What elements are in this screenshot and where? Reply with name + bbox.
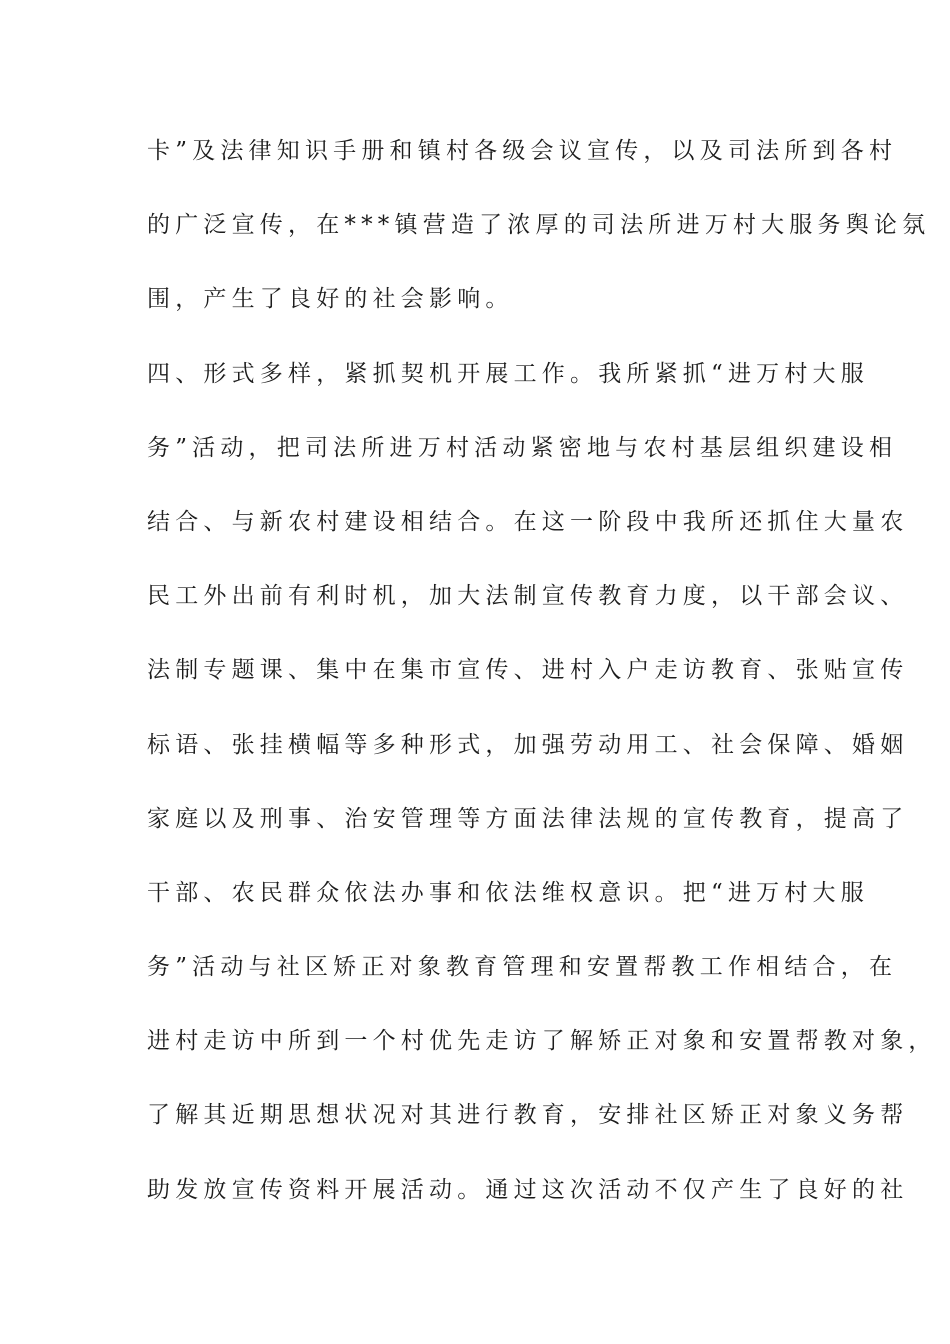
text-line-5: 务”活动，把司法所进万村活动紧密地与农村基层组织建设相 bbox=[147, 434, 898, 461]
text-line-3: 围，产生了良好的社会影响。 bbox=[147, 286, 514, 313]
text-line-15: 助发放宣传资料开展活动。通过这次活动不仅产生了良好的社 bbox=[147, 1176, 909, 1203]
text-line-9: 标语、张挂横幅等多种形式，加强劳动用工、社会保障、婚姻 bbox=[147, 731, 909, 758]
text-line-6: 结合、与新农村建设相结合。在这一阶段中我所还抓住大量农 bbox=[147, 508, 909, 535]
text-line-14: 了解其近期思想状况对其进行教育，安排社区矫正对象义务帮 bbox=[147, 1102, 909, 1129]
text-line-10: 家庭以及刑事、治安管理等方面法律法规的宣传教育，提高了 bbox=[147, 805, 909, 832]
text-line-11: 干部、农民群众依法办事和依法维权意识。把“进万村大服 bbox=[147, 879, 869, 906]
text-line-7: 民工外出前有利时机，加大法制宣传教育力度，以干部会议、 bbox=[147, 583, 909, 610]
text-line-8: 法制专题课、集中在集市宣传、进村入户走访教育、张贴宣传 bbox=[147, 657, 909, 684]
body-text bbox=[147, 128, 937, 1241]
text-line-4: 四、形式多样，紧抓契机开展工作。我所紧抓“进万村大服 bbox=[147, 360, 869, 387]
text-line-12: 务”活动与社区矫正对象教育管理和安置帮教工作相结合，在 bbox=[147, 954, 898, 981]
text-line-13: 进村走访中所到一个村优先走访了解矫正对象和安置帮教对象， bbox=[147, 1028, 937, 1055]
text-line-2: 的广泛宣传，在***镇营造了浓厚的司法所进万村大服务舆论氛 bbox=[147, 212, 931, 239]
text-line-1: 卡”及法律知识手册和镇村各级会议宣传，以及司法所到各村 bbox=[147, 138, 898, 164]
